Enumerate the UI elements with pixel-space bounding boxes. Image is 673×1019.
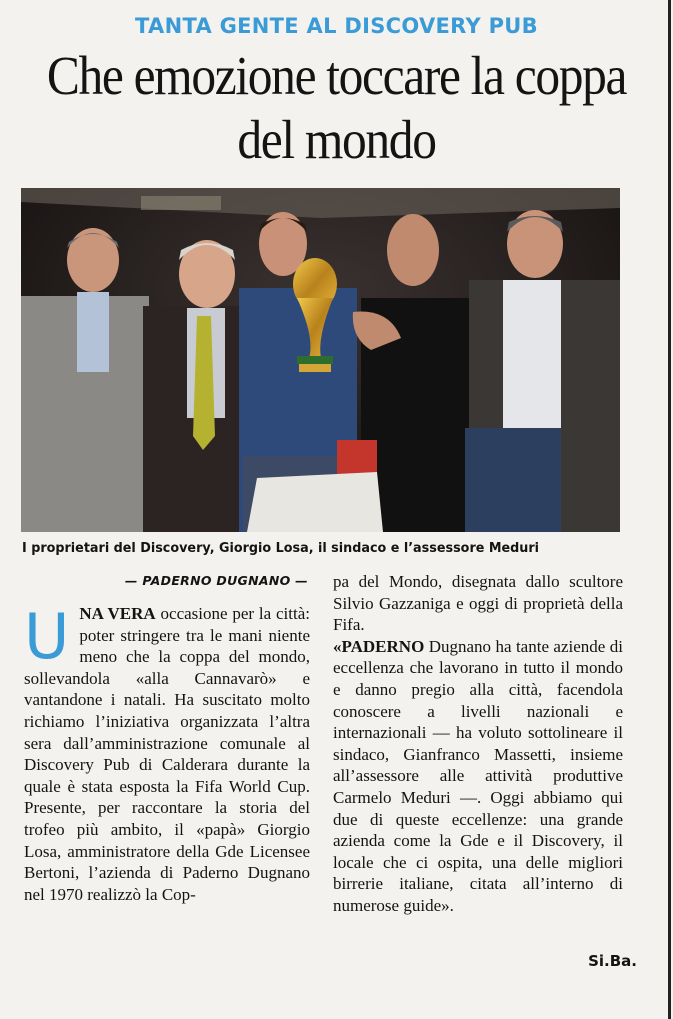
lead-paragraph xyxy=(24,600,310,905)
quote-paragraph xyxy=(333,636,623,917)
lead-body-text: occasione per la città: poter stringere tra le mani niente meno che la coppa del mondo, sollevandola «alla Cannavarò» e vantandone i natali. Ha suscitato molto richiamo l’iniziativa organizzata l’altra sera dall’amministrazione comunale al Discovery Pub di Calderara durante la quale è stata esposta la Fifa World Cup. Presente, per raccontare la storia del trofeo più ambito, il «papà» Giorgio Losa, amministratore della Gde Licensee Bertoni, l’azienda di Paderno Dugnano nel 1970 realizzò la Cop- xyxy=(24,604,310,904)
drop-cap: U xyxy=(24,600,70,673)
article-headline: Che emozione toccare la coppa del mondo xyxy=(46,45,627,170)
page-edge-rule xyxy=(668,0,671,1019)
quote-body-text: Dugnano ha tante aziende di eccellenza che lavorano in tutto il mondo e danno pregio alla città, facendola conoscere a livelli nazionali e internazionali — ha voluto sottolineare il sindaco, Gianfranco Massetti, insieme all’assessore alle attività produttive Carmelo Meduri —. Oggi abbiamo qui due di queste eccellenze: una grande azienda come la Gde e il Discovery, il locale che ci ospita, una delle migliori birrerie italiane, citata all’interno di numerose guide». xyxy=(333,636,623,915)
photo-caption: I proprietari del Discovery, Giorgio Losa, il sindaco e l’assessore Meduri xyxy=(22,540,540,556)
article-column-left xyxy=(24,571,310,905)
continuation-paragraph: pa del Mondo, disegnata dallo scultore Silvio Gazzaniga e oggi di proprietà della Fifa. xyxy=(333,572,623,635)
lead-caps: NA VERA xyxy=(79,604,156,623)
article-kicker: TANTA GENTE AL DISCOVERY PUB xyxy=(135,14,538,38)
article-photo xyxy=(21,188,620,532)
group-photo-trophy-icon xyxy=(21,188,620,532)
article-column-right xyxy=(333,571,623,917)
quote-lead-caps: «PADERNO xyxy=(333,636,425,656)
article-dateline: — PADERNO DUGNANO — xyxy=(124,573,308,588)
author-signature: Si.Ba. xyxy=(588,952,637,970)
